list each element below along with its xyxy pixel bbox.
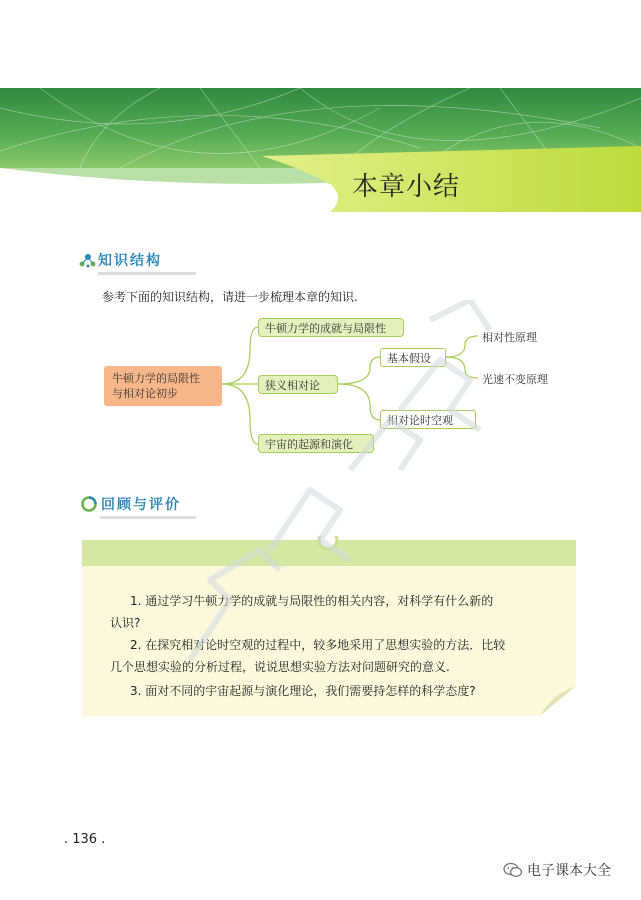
question-3: [110, 680, 550, 702]
ring-icon: [80, 495, 98, 513]
question-3-line-1: 3. 面对不同的宇宙起源与演化理论，我们需要持怎样的科学态度?: [130, 684, 476, 698]
question-2-line-2: 几个思想实验的分析过程，说说思想实验方法对问题研究的意义.: [110, 660, 450, 674]
mindmap-leaf-light-speed: 光速不变原理: [482, 373, 548, 386]
question-2: [110, 634, 550, 678]
section-heading-review: [80, 494, 181, 514]
section-title: 知识结构: [98, 253, 162, 269]
section-heading-knowledge: [78, 250, 162, 270]
intro-text: 参考下面的知识结构，请进一步梳理本章的知识.: [102, 290, 358, 304]
chapter-title: 本章小结: [352, 172, 461, 202]
footer-brand-text: 电子课本大全: [527, 863, 611, 879]
page-number: . 136 .: [64, 832, 106, 847]
divider: [98, 272, 196, 275]
footer-brand: [503, 860, 611, 880]
mindmap-sub-postulates: 基本假设: [380, 348, 446, 367]
mindmap-sub-spacetime: 相对论时空观: [380, 410, 476, 429]
root-line-1: 牛顿力学的局限性: [112, 372, 200, 385]
divider: [100, 516, 196, 519]
mindmap-branch-relativity: 狭义相对论: [258, 375, 338, 394]
root-line-2: 与相对论初步: [112, 387, 178, 400]
mindmap-branch-newton: 牛顿力学的成就与局限性: [258, 318, 404, 337]
wechat-icon: [503, 862, 523, 878]
mindmap-leaf-relativity-principle: 相对性原理: [482, 331, 537, 344]
question-2-line-1: 2. 在探究相对论时空观的过程中，较多地采用了思想实验的方法．比较: [130, 638, 506, 652]
mindmap-root: [104, 366, 222, 406]
question-1-line-1: 1. 通过学习牛顿力学的成就与局限性的相关内容，对科学有什么新的: [130, 594, 494, 608]
molecule-icon: [78, 251, 98, 269]
question-1-line-2: 认识?: [110, 616, 141, 630]
section-title: 回顾与评价: [101, 497, 181, 513]
mindmap-branch-universe: 宇宙的起源和演化: [258, 434, 374, 453]
chapter-banner: [0, 88, 641, 212]
question-1: [110, 590, 550, 634]
